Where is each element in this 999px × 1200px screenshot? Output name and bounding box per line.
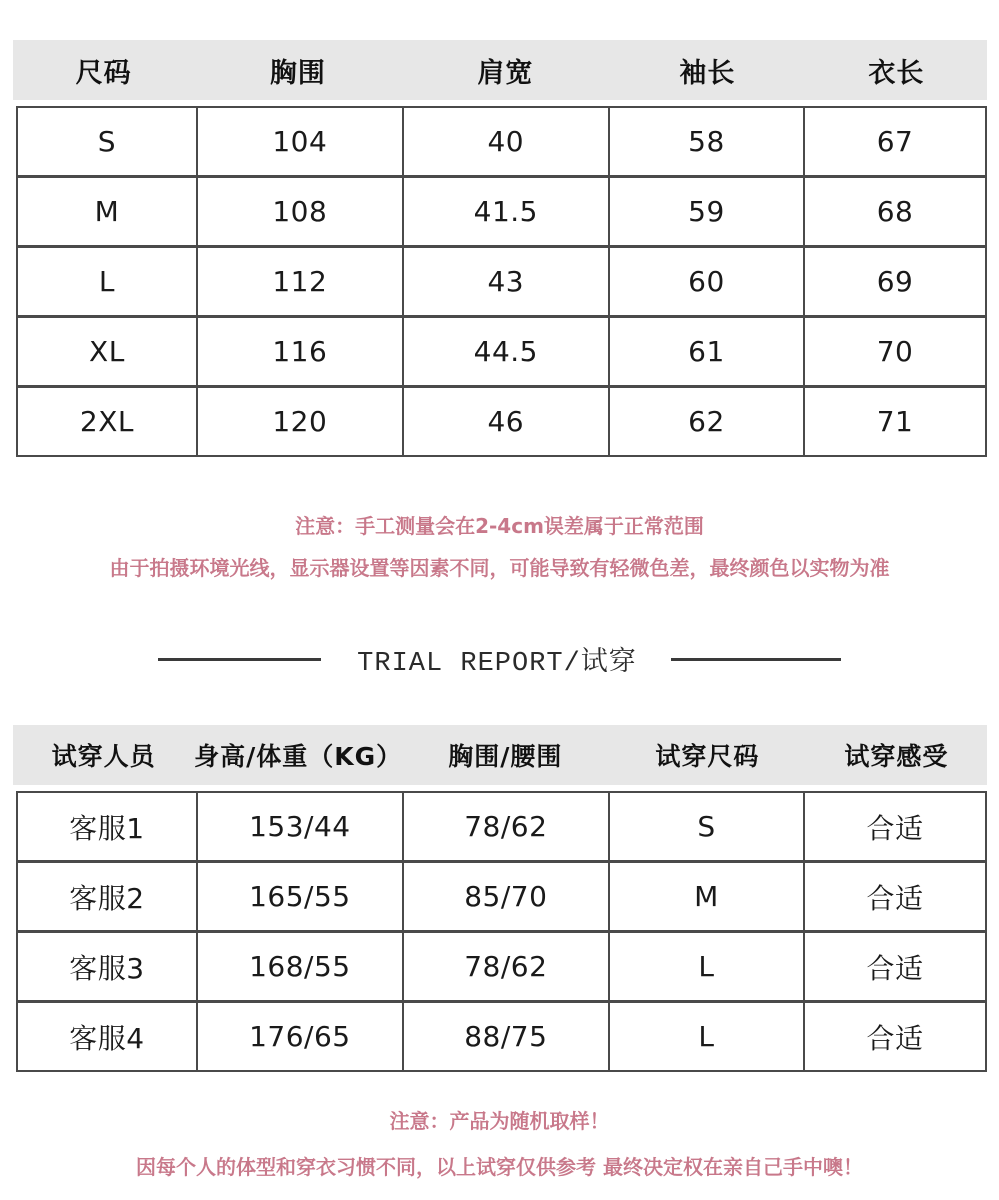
- height-weight-cell: 153/44: [198, 793, 404, 860]
- shoulder-cell: 41.5: [404, 178, 610, 245]
- sampling-note: [0, 1098, 999, 1190]
- sleeve-cell: 61: [610, 318, 805, 385]
- size-cell: XL: [18, 318, 198, 385]
- trial-table-row-4: [18, 1003, 985, 1070]
- length-cell: 68: [876, 195, 914, 228]
- feel-cell: 合适: [866, 881, 924, 915]
- size-table-row-m: [18, 178, 985, 248]
- size-table-header-bust: 胸围: [269, 57, 326, 89]
- sleeve-cell: 60: [610, 248, 805, 315]
- person-cell: 客服4: [18, 1003, 198, 1070]
- trial-size-cell: M: [610, 863, 805, 930]
- sleeve-cell: 59: [610, 178, 805, 245]
- sampling-note-line2: 因每个人的体型和穿衣习惯不同，以上试穿仅供参考 最终决定权在亲自己手中噢！: [136, 1155, 863, 1179]
- title-rule-right-icon: [671, 658, 841, 661]
- size-table: [16, 106, 987, 457]
- size-table-header-shoulder: 肩宽: [477, 57, 534, 89]
- title-rule-left-icon: [158, 658, 321, 661]
- size-cell: 2XL: [18, 388, 198, 455]
- height-weight-cell: 165/55: [198, 863, 404, 930]
- person-cell: 客服2: [18, 863, 198, 930]
- bust-cell: 112: [198, 248, 404, 315]
- height-weight-cell: 168/55: [198, 933, 404, 1000]
- person-cell: 客服1: [18, 793, 198, 860]
- trial-table-header: [13, 725, 987, 785]
- sampling-note-line1: 注意：产品为随机取样！: [389, 1109, 610, 1133]
- height-weight-cell: 176/65: [198, 1003, 404, 1070]
- size-table-row-2xl: [18, 388, 985, 455]
- shoulder-cell: 44.5: [404, 318, 610, 385]
- shoulder-cell: 46: [404, 388, 610, 455]
- measurement-note: [0, 505, 999, 589]
- size-table-row-l: [18, 248, 985, 318]
- bust-cell: 116: [198, 318, 404, 385]
- bust-cell: 120: [198, 388, 404, 455]
- trial-header-bust-waist: 胸围/腰围: [448, 742, 563, 771]
- feel-cell: 合适: [866, 811, 924, 845]
- shoulder-cell: 43: [404, 248, 610, 315]
- trial-table-row-2: [18, 863, 985, 933]
- size-table-header-sleeve: 袖长: [679, 57, 736, 89]
- measurement-note-line1: 注意：手工测量会在2-4cm误差属于正常范围: [295, 514, 704, 538]
- length-cell: 71: [876, 405, 914, 438]
- bust-waist-cell: 78/62: [404, 933, 610, 1000]
- size-cell: L: [18, 248, 198, 315]
- trial-size-cell: L: [610, 1003, 805, 1070]
- trial-size-cell: S: [610, 793, 805, 860]
- trial-table-row-1: [18, 793, 985, 863]
- size-table-header-length: 衣长: [868, 57, 925, 89]
- bust-waist-cell: 85/70: [404, 863, 610, 930]
- shoulder-cell: 40: [404, 108, 610, 175]
- length-cell: 67: [876, 125, 914, 158]
- trial-header-person: 试穿人员: [51, 742, 156, 771]
- sleeve-cell: 58: [610, 108, 805, 175]
- size-cell: S: [18, 108, 198, 175]
- bust-cell: 108: [198, 178, 404, 245]
- trial-size-cell: L: [610, 933, 805, 1000]
- trial-table-row-3: [18, 933, 985, 1003]
- length-cell: 70: [876, 335, 914, 368]
- trial-report-title: TRIAL REPORT/试穿: [357, 649, 637, 679]
- size-cell: M: [18, 178, 198, 245]
- trial-header-height-weight: 身高/体重（KG）: [194, 742, 403, 771]
- measurement-note-line2: 由于拍摄环境光线，显示器设置等因素不同，可能导致有轻微色差，最终颜色以实物为准: [109, 556, 890, 580]
- length-cell: 69: [876, 265, 914, 298]
- feel-cell: 合适: [866, 951, 924, 985]
- bust-cell: 104: [198, 108, 404, 175]
- trial-table: [16, 791, 987, 1072]
- trial-header-size: 试穿尺码: [655, 742, 760, 771]
- size-table-header-size: 尺码: [75, 57, 132, 89]
- sleeve-cell: 62: [610, 388, 805, 455]
- person-cell: 客服3: [18, 933, 198, 1000]
- trial-header-feel: 试穿感受: [844, 742, 949, 771]
- size-table-row-s: [18, 108, 985, 178]
- size-table-header: [13, 40, 987, 100]
- feel-cell: 合适: [866, 1021, 924, 1055]
- bust-waist-cell: 88/75: [404, 1003, 610, 1070]
- bust-waist-cell: 78/62: [404, 793, 610, 860]
- size-table-row-xl: [18, 318, 985, 388]
- trial-report-title-row: [0, 641, 999, 677]
